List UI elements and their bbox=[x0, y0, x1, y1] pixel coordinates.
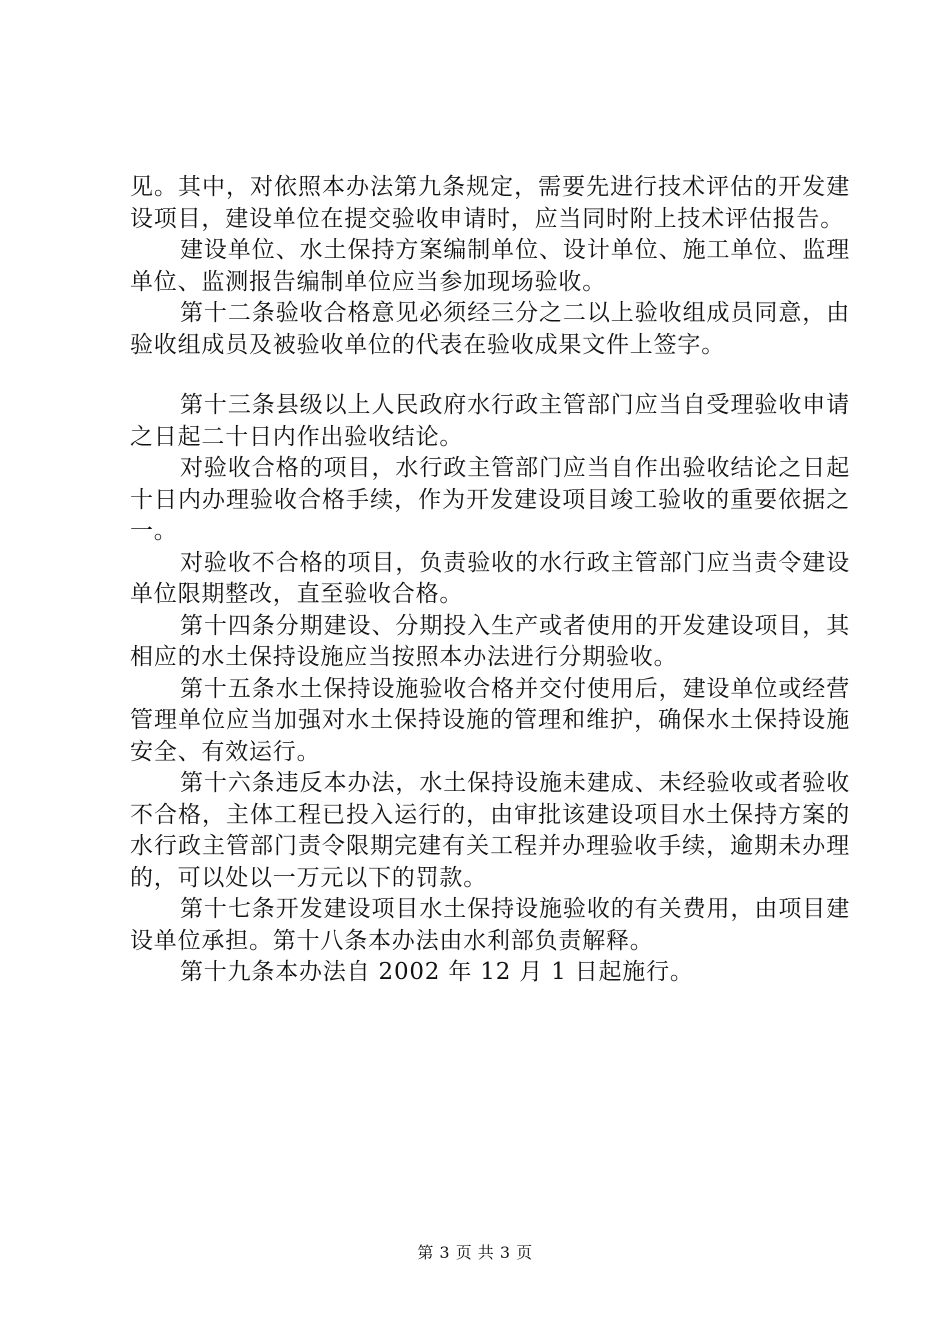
paragraph-qualified-projects: 对验收合格的项目，水行政主管部门应当自作出验收结论之日起十日内办理验收合格手续，作为开发建设项目竣工验收的重要依据之一。 bbox=[130, 455, 850, 544]
paragraph-article-19: 第十九条本办法自 2002 年 12 月 1 日起施行。 bbox=[180, 959, 694, 985]
page-number-label: 第 3 页 共 3 页 bbox=[417, 1243, 533, 1262]
paragraph-unqualified-projects: 对验收不合格的项目，负责验收的水行政主管部门应当责令建设单位限期整改，直至验收合格。 bbox=[130, 549, 850, 607]
document-body bbox=[130, 172, 850, 989]
page-footer bbox=[0, 1240, 950, 1263]
paragraph-article-16: 第十六条违反本办法，水土保持设施未建成、未经验收或者验收不合格，主体工程已投入运行的，由审批该建设项目水土保持方案的水行政主管部门责令限期完建有关工程并办理验收手续，逾期未办理的，可以处以一万元以下的罚款。 bbox=[130, 770, 850, 891]
paragraph-continuation: 见。其中，对依照本办法第九条规定，需要先进行技术评估的开发建设项目，建设单位在提交验收申请时，应当同时附上技术评估报告。 bbox=[130, 174, 850, 232]
paragraph-article-17-18: 第十七条开发建设项目水土保持设施验收的有关费用，由项目建设单位承担。第十八条本办法由水利部负责解释。 bbox=[130, 896, 850, 954]
paragraph-participants: 建设单位、水土保持方案编制单位、设计单位、施工单位、监理单位、监测报告编制单位应当参加现场验收。 bbox=[130, 237, 850, 295]
paragraph-article-13: 第十三条县级以上人民政府水行政主管部门应当自受理验收申请之日起二十日内作出验收结论。 bbox=[130, 392, 850, 450]
paragraph-article-14: 第十四条分期建设、分期投入生产或者使用的开发建设项目，其相应的水土保持设施应当按照本办法进行分期验收。 bbox=[130, 612, 850, 670]
paragraph-article-12: 第十二条验收合格意见必须经三分之二以上验收组成员同意，由验收组成员及被验收单位的代表在验收成果文件上签字。 bbox=[130, 300, 850, 358]
paragraph-article-15: 第十五条水土保持设施验收合格并交付使用后，建设单位或经营管理单位应当加强对水土保持设施的管理和维护，确保水土保持设施安全、有效运行。 bbox=[130, 675, 850, 765]
